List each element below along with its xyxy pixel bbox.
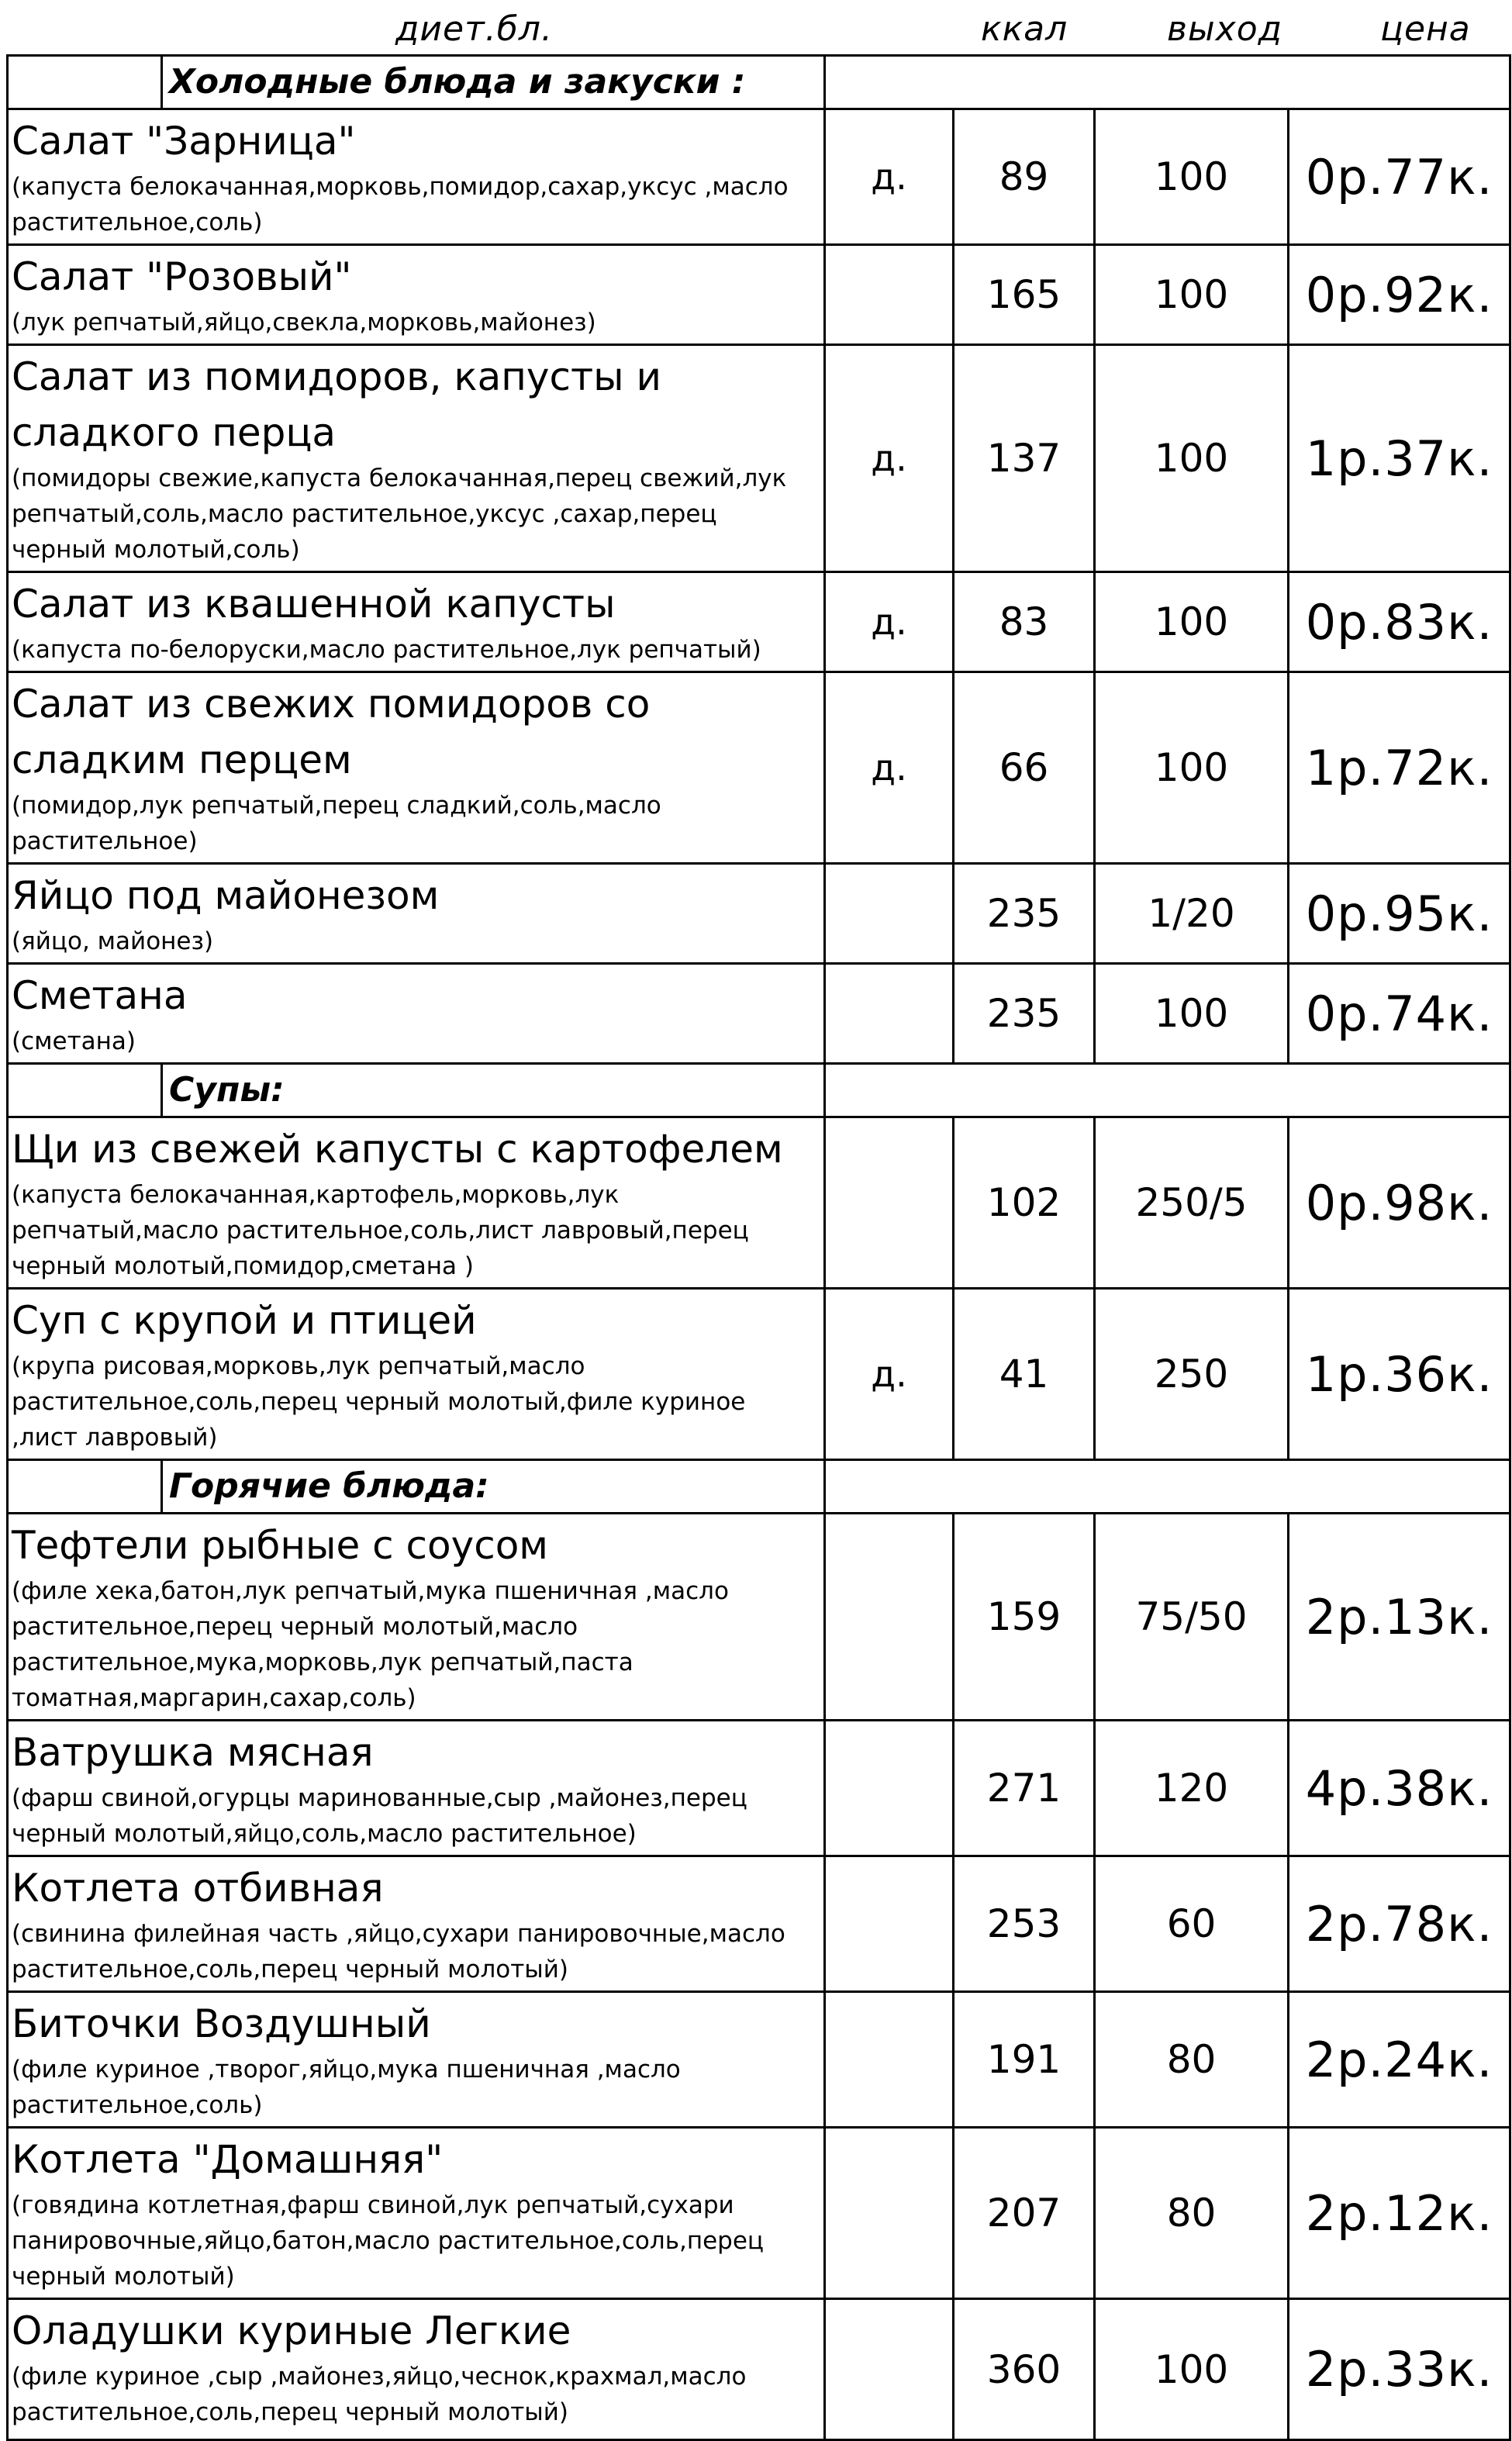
diet-mark xyxy=(825,1721,954,1856)
price-value: 2р.24к. xyxy=(1289,1992,1510,2128)
dish-cell xyxy=(8,1117,825,1289)
yield-value: 1/20 xyxy=(1095,864,1289,964)
kcal-value: 360 xyxy=(954,2299,1095,2440)
diet-mark xyxy=(825,1856,954,1992)
dish-ingredients: (помидоры свежие,капуста белокачанная,перец свежий,лук репчатый,соль,масло растительное,уксус ,сахар,перец черный молотый,соль) xyxy=(12,464,787,564)
diet-mark xyxy=(825,864,954,964)
yield-value: 100 xyxy=(1095,109,1289,245)
yield-value: 100 xyxy=(1095,572,1289,672)
dish-name: Тефтели рыбные с соусом xyxy=(12,1523,549,1568)
section-row xyxy=(8,56,1510,109)
section-title-cell xyxy=(8,1064,825,1117)
kcal-value: 253 xyxy=(954,1856,1095,1992)
price-value: 0р.95к. xyxy=(1289,864,1510,964)
dish-ingredients: (лук репчатый,яйцо,свекла,морковь,майонез) xyxy=(12,309,596,337)
dish-ingredients: (крупа рисовая,морковь,лук репчатый,масло растительное,соль,перец черный молотый,филе куриное ,лист лавровый) xyxy=(12,1352,746,1452)
dish-cell xyxy=(8,1289,825,1460)
yield-value: 250 xyxy=(1095,1289,1289,1460)
price-value: 2р.78к. xyxy=(1289,1856,1510,1992)
yield-value: 100 xyxy=(1095,245,1289,345)
diet-mark: д. xyxy=(825,572,954,672)
dish-name: Биточки Воздушный xyxy=(12,2001,431,2046)
kcal-value: 271 xyxy=(954,1721,1095,1856)
section-spacer xyxy=(9,1461,163,1512)
dish-cell xyxy=(8,2128,825,2299)
dish-cell xyxy=(8,1721,825,1856)
price-value: 0р.98к. xyxy=(1289,1117,1510,1289)
kcal-value: 235 xyxy=(954,864,1095,964)
price-value: 2р.12к. xyxy=(1289,2128,1510,2299)
table-row xyxy=(8,245,1510,345)
dish-ingredients: (сметана) xyxy=(12,1027,136,1055)
diet-mark xyxy=(825,245,954,345)
yield-value: 80 xyxy=(1095,2128,1289,2299)
yield-value: 80 xyxy=(1095,1992,1289,2128)
dish-ingredients: (филе хека,батон,лук репчатый,мука пшеничная ,масло растительное,перец черный молотый,масло растительное,мука,морковь,лук репчатый,паста томатная,маргарин,сахар,соль) xyxy=(12,1577,729,1712)
price-value: 0р.92к. xyxy=(1289,245,1510,345)
dish-cell xyxy=(8,1856,825,1992)
dish-cell xyxy=(8,864,825,964)
price-value: 1р.37к. xyxy=(1289,345,1510,572)
kcal-value: 137 xyxy=(954,345,1095,572)
kcal-value: 89 xyxy=(954,109,1095,245)
menu-table xyxy=(6,54,1511,2441)
section-title-cell xyxy=(8,1460,825,1514)
dish-name: Суп с крупой и птицей xyxy=(12,1298,477,1343)
kcal-value: 159 xyxy=(954,1514,1095,1721)
section-title: Холодные блюда и закуски : xyxy=(169,62,746,102)
price-value: 2р.33к. xyxy=(1289,2299,1510,2440)
dish-cell xyxy=(8,2299,825,2440)
dish-name: Ватрушка мясная xyxy=(12,1730,374,1775)
table-row xyxy=(8,2128,1510,2299)
dish-cell xyxy=(8,964,825,1064)
header-price: цена xyxy=(1380,9,1471,49)
price-value: 0р.77к. xyxy=(1289,109,1510,245)
yield-value: 100 xyxy=(1095,345,1289,572)
dish-name: Салат из квашенной капусты xyxy=(12,582,616,627)
dish-cell xyxy=(8,109,825,245)
table-row xyxy=(8,964,1510,1064)
dish-cell xyxy=(8,245,825,345)
header-yield: выход xyxy=(1167,9,1283,49)
diet-mark xyxy=(825,2299,954,2440)
dish-name: Щи из свежей капусты с картофелем xyxy=(12,1127,783,1172)
table-row xyxy=(8,345,1510,572)
dish-ingredients: (говядина котлетная,фарш свиной,лук репчатый,сухари панировочные,яйцо,батон,масло растительное,соль,перец черный молотый) xyxy=(12,2191,765,2291)
dish-name: Салат из помидоров, капусты и сладкого перца xyxy=(12,354,661,455)
dish-ingredients: (помидор,лук репчатый,перец сладкий,соль,масло растительное) xyxy=(12,792,661,855)
dish-ingredients: (филе куриное ,сыр ,майонез,яйцо,чеснок,крахмал,масло растительное,соль,перец черный молотый) xyxy=(12,2363,747,2426)
dish-name: Салат "Зарница" xyxy=(12,119,356,164)
dish-ingredients: (капуста белокачанная,картофель,морковь,лук репчатый,масло растительное,соль,лист лавровый,перец черный молотый,помидор,сметана ) xyxy=(12,1181,749,1280)
dish-ingredients: (яйцо, майонез) xyxy=(12,927,214,955)
table-row xyxy=(8,1117,1510,1289)
price-value: 0р.74к. xyxy=(1289,964,1510,1064)
dish-name: Котлета "Домашняя" xyxy=(12,2137,444,2182)
kcal-value: 102 xyxy=(954,1117,1095,1289)
yield-value: 250/5 xyxy=(1095,1117,1289,1289)
table-row xyxy=(8,572,1510,672)
section-title: Горячие блюда: xyxy=(169,1466,489,1506)
dish-ingredients: (фарш свиной,огурцы маринованные,сыр ,майонез,перец черный молотый,яйцо,соль,масло растительное) xyxy=(12,1784,747,1848)
diet-mark: д. xyxy=(825,1289,954,1460)
dish-name: Котлета отбивная xyxy=(12,1866,384,1911)
table-row xyxy=(8,1514,1510,1721)
dish-name: Яйцо под майонезом xyxy=(12,873,440,918)
section-spacer xyxy=(9,57,163,108)
dish-cell xyxy=(8,1514,825,1721)
dish-name: Салат из свежих помидоров со сладким перцем xyxy=(12,682,651,782)
dish-cell xyxy=(8,572,825,672)
diet-mark xyxy=(825,1117,954,1289)
yield-value: 100 xyxy=(1095,964,1289,1064)
kcal-value: 165 xyxy=(954,245,1095,345)
price-value: 1р.36к. xyxy=(1289,1289,1510,1460)
section-title: Супы: xyxy=(169,1070,285,1110)
yield-value: 100 xyxy=(1095,2299,1289,2440)
kcal-value: 207 xyxy=(954,2128,1095,2299)
dish-cell xyxy=(8,1992,825,2128)
dish-cell xyxy=(8,345,825,572)
table-row xyxy=(8,2299,1510,2440)
diet-mark: д. xyxy=(825,672,954,864)
diet-mark xyxy=(825,1992,954,2128)
column-header-row xyxy=(0,0,1512,54)
price-value: 2р.13к. xyxy=(1289,1514,1510,1721)
table-row xyxy=(8,109,1510,245)
diet-mark: д. xyxy=(825,109,954,245)
price-value: 1р.72к. xyxy=(1289,672,1510,864)
table-row xyxy=(8,1289,1510,1460)
yield-value: 60 xyxy=(1095,1856,1289,1992)
section-title-cell xyxy=(8,56,825,109)
dish-name: Салат "Розовый" xyxy=(12,254,352,299)
kcal-value: 66 xyxy=(954,672,1095,864)
dish-ingredients: (свинина филейная часть ,яйцо,сухари панировочные,масло растительное,соль,перец черный молотый) xyxy=(12,1920,785,1984)
table-row xyxy=(8,1721,1510,1856)
kcal-value: 191 xyxy=(954,1992,1095,2128)
price-value: 4р.38к. xyxy=(1289,1721,1510,1856)
table-row xyxy=(8,672,1510,864)
diet-mark: д. xyxy=(825,345,954,572)
dish-ingredients: (филе куриное ,творог,яйцо,мука пшеничная ,масло растительное,соль) xyxy=(12,2056,681,2119)
dish-name: Оладушки куриные Легкие xyxy=(12,2308,571,2353)
menu-body xyxy=(8,56,1510,2440)
kcal-value: 83 xyxy=(954,572,1095,672)
section-row xyxy=(8,1064,1510,1117)
kcal-value: 41 xyxy=(954,1289,1095,1460)
kcal-value: 235 xyxy=(954,964,1095,1064)
yield-value: 75/50 xyxy=(1095,1514,1289,1721)
table-row xyxy=(8,1856,1510,1992)
section-row xyxy=(8,1460,1510,1514)
price-value: 0р.83к. xyxy=(1289,572,1510,672)
dish-ingredients: (капуста белокачанная,морковь,помидор,сахар,уксус ,масло растительное,соль) xyxy=(12,173,789,237)
header-kcal: ккал xyxy=(981,9,1068,49)
yield-value: 120 xyxy=(1095,1721,1289,1856)
diet-mark xyxy=(825,964,954,1064)
section-fill xyxy=(825,56,1510,109)
section-spacer xyxy=(9,1065,163,1116)
dish-cell xyxy=(8,672,825,864)
diet-mark xyxy=(825,2128,954,2299)
table-row xyxy=(8,864,1510,964)
yield-value: 100 xyxy=(1095,672,1289,864)
header-diet: диет.бл. xyxy=(395,9,553,49)
table-row xyxy=(8,1992,1510,2128)
dish-ingredients: (капуста по-белоруски,масло растительное,лук репчатый) xyxy=(12,636,761,664)
dish-name: Сметана xyxy=(12,973,188,1018)
section-fill xyxy=(825,1460,1510,1514)
diet-mark xyxy=(825,1514,954,1721)
section-fill xyxy=(825,1064,1510,1117)
